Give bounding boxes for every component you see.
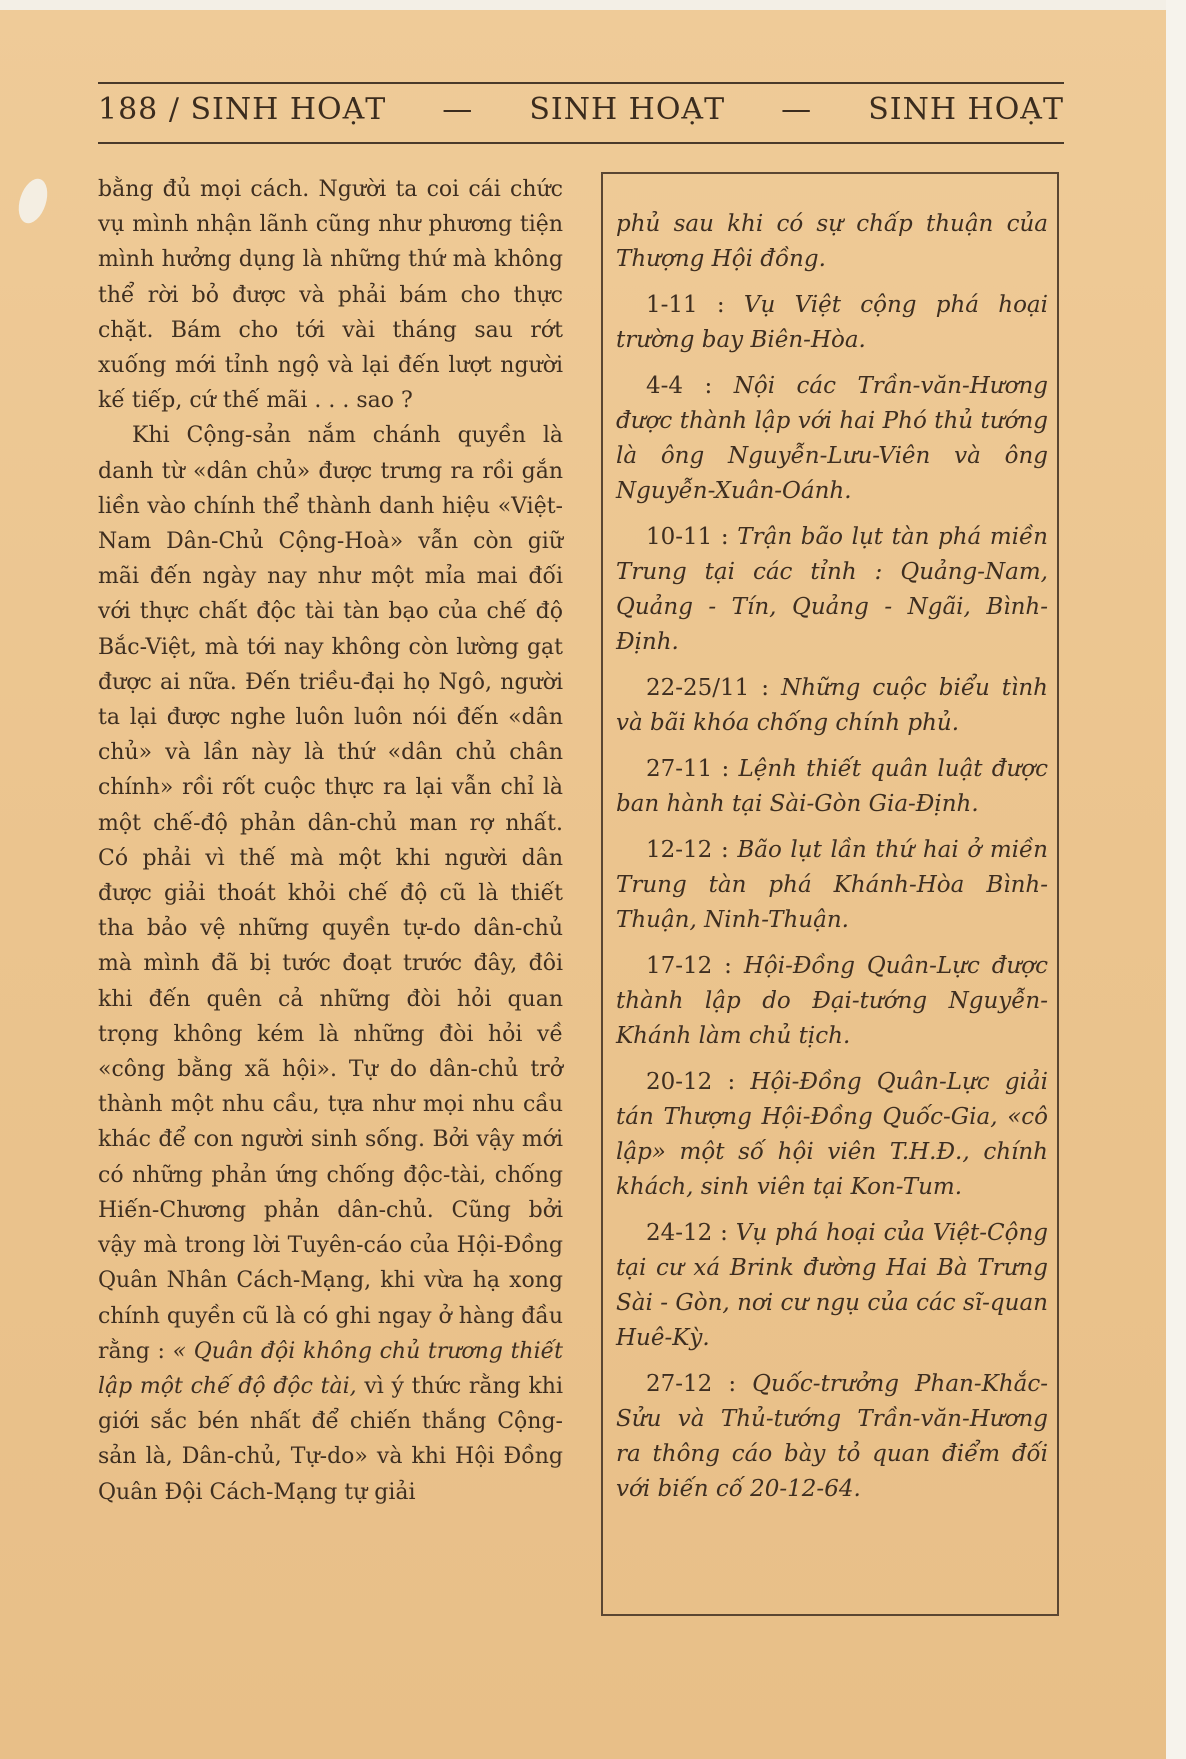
header-dash-2: —: [781, 92, 813, 127]
entry-text: Lệnh thiết quân luật được ban hành tại Sài-Gòn Gia-Định.: [616, 756, 1048, 817]
quote-italic: « Quân đội không chủ trương thiết lập một chế độ độc tài,: [98, 1338, 564, 1399]
chronology-entry: [616, 671, 1048, 741]
entry-date: 10-11 :: [646, 524, 729, 550]
header-title-1: SINH HOẠT: [190, 92, 387, 127]
entry-date: 27-12 :: [646, 1371, 737, 1397]
chronology-entry: [616, 1065, 1048, 1205]
entry-date: 22-25/11 :: [646, 675, 770, 701]
entry-text: Nội các Trần-văn-Hương được thành lập với hai Phó thủ tướng là ông Nguyễn-Lưu-Viên và ông Nguyễn-Xuân-Oánh.: [616, 373, 1048, 504]
header-title-3: SINH HOẠT: [868, 92, 1064, 127]
header-page-number-group: [98, 92, 386, 127]
entry-text: Quốc-trưởng Phan-Khắc-Sửu và Thủ-tướng Trần-văn-Hương ra thông cáo bày tỏ quan điểm đối với biến cố 20-12-64.: [616, 1371, 1048, 1502]
paragraph: bằng đủ mọi cách. Người ta coi cái chức vụ mình nhận lãnh cũng như phương tiện mình hưởng dụng là những thứ mà không thể rời bỏ được và phải bám cho thực chặt. Bám cho tới vài tháng sau rớt xuống mới tỉnh ngộ và lại đến lượt người kế tiếp, cứ thế mãi . . . sao ?: [98, 177, 563, 414]
chronology-entry: [616, 1367, 1048, 1507]
entry-text: Những cuộc biểu tình và bãi khóa chống chính phủ.: [616, 675, 1048, 736]
entry-date: 24-12 :: [646, 1220, 728, 1246]
entry-date: 4-4 :: [646, 373, 713, 399]
chronology-entry: [616, 369, 1048, 509]
entry-text: Vụ phá hoại của Việt-Cộng tại cư xá Brink đường Hai Bà Trưng Sài - Gòn, nơi cư ngụ của các sĩ-quan Huê-Kỳ.: [616, 1220, 1048, 1351]
chronology-entry: [616, 1216, 1048, 1356]
entry-date: 17-12 :: [646, 953, 732, 979]
entry-text: Bão lụt lần thứ hai ở miền Trung tàn phá Khánh-Hòa Bình-Thuận, Ninh-Thuận.: [616, 837, 1048, 933]
quote-tail: vì ý thức rằng khi giới sắc bén nhất để chiến thắng Cộng-sản là, Dân-chủ, Tự-do» và khi Hội Đồng Quân Đội Cách-Mạng tự giải: [98, 1373, 563, 1505]
chronology-entry: [616, 752, 1048, 822]
entry-date: 27-11 :: [646, 756, 730, 782]
entry-text: Vụ Việt cộng phá hoại trường bay Biên-Hòa.: [616, 292, 1048, 353]
paragraph-text: Khi Cộng-sản nắm chánh quyền là danh từ «dân chủ» được trưng ra rồi gắn liền vào chính thể thành danh hiệu «Việt-Nam Dân-Chủ Cộng-Hoà» vẫn còn giữ mãi đến ngày nay như một mỉa mai đối với thực chất độc tài tàn bạo của chế độ Bắc-Việt, mà tới nay không còn lường gạt được ai nữa. Đến triều-đại họ Ngô, người ta lại được nghe luôn luôn nói đến «dân chủ» và lần này là thứ «dân chủ chân chính» rồi rốt cuộc thực ra lại vẫn chỉ là một chế-độ phản dân-chủ man rợ nhất. Có phải vì thế mà một khi người dân được giải thoát khỏi chế độ cũ là thiết tha bảo vệ những quyền tự-do dân-chủ mà mình đã bị tước đoạt trước đây, đôi khi đến quên cả những đòi hỏi quan trọng không kém là những đòi hỏi về «công bằng xã hội». Tự do dân-chủ trở thành một nhu cầu, tựa như mọi nhu cầu khác để con người sinh sống. Bởi vậy mới có những phản ứng chống độc-tài, chống Hiến-Chương phản dân-chủ. Cũng bởi vậy mà trong lời Tuyên-cáo của Hội-Đồng Quân Nhân Cách-Mạng, khi vừa hạ xong chính quyền cũ là có ghi ngay ở hàng đầu rằng :: [98, 423, 563, 1364]
entry-text: Hội-Đồng Quân-Lực được thành lập do Đại-tướng Nguyễn-Khánh làm chủ tịch.: [616, 953, 1048, 1049]
header-dash-1: —: [442, 92, 474, 127]
entry-date: 20-12 :: [646, 1069, 736, 1095]
page-number: 188: [98, 92, 159, 127]
chronology-entry: [616, 949, 1048, 1054]
paragraph: [98, 418, 563, 1509]
chronology-entry: [616, 288, 1048, 358]
header-title-2: SINH HOẠT: [529, 92, 726, 127]
chronology-entry: [616, 520, 1048, 660]
entry-date: 12-12 :: [646, 837, 729, 863]
header-text: [98, 92, 1064, 127]
chronology-column: [616, 207, 1048, 1518]
main-text-column: [98, 172, 563, 1510]
page-top-edge: [0, 0, 1186, 10]
entry-text: Hội-Đồng Quân-Lực giải tán Thượng Hội-Đồng Quốc-Gia, «cô lập» một số hội viên T.H.Đ., chính khách, sinh viên tại Kon-Tum.: [616, 1069, 1048, 1200]
header-separator: /: [168, 92, 180, 127]
running-header: [98, 82, 1064, 144]
chronology-entry: [616, 833, 1048, 938]
entry-text: Trận bão lụt tàn phá miền Trung tại các tỉnh : Quảng-Nam, Quảng - Tín, Quảng - Ngãi, Bình-Định.: [616, 524, 1048, 655]
entry-date: 1-11 :: [646, 292, 725, 318]
page-right-edge: [1166, 0, 1186, 1759]
chronology-intro: phủ sau khi có sự chấp thuận của Thượng Hội đồng.: [616, 211, 1048, 272]
